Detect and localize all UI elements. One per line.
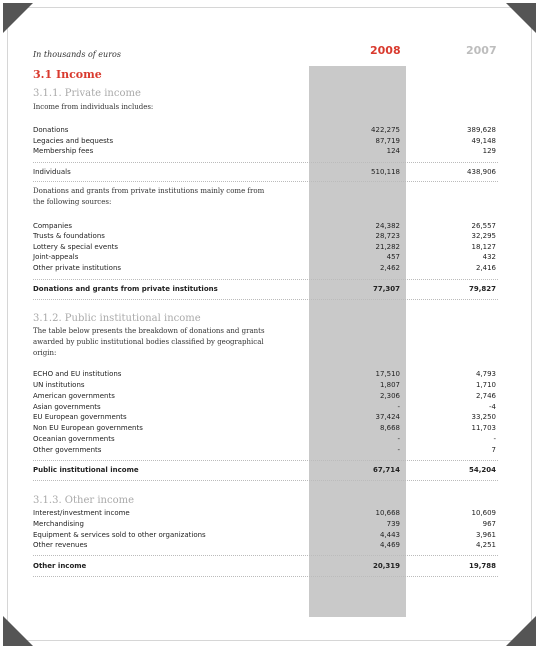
public-income-title: 3.1.2. Public institutional income bbox=[33, 313, 201, 324]
table-cell-2007: 1,710 bbox=[475, 381, 496, 389]
table-row-label: Interest/investment income bbox=[33, 509, 130, 517]
table-row-label: Other governments bbox=[33, 446, 102, 454]
total-2007: 19,788 bbox=[468, 562, 496, 570]
table-cell-2008: 87,719 bbox=[375, 137, 400, 145]
row-divider bbox=[33, 299, 498, 300]
year-2008-header: 2008 bbox=[370, 44, 401, 57]
subtotal-2008: 510,118 bbox=[371, 168, 400, 176]
table-row-label: Equipment & services sold to other organizations bbox=[33, 531, 206, 539]
table-cell-2007: 2,746 bbox=[475, 392, 496, 400]
table-row-label: American governments bbox=[33, 392, 115, 400]
table-cell-2007: 18,127 bbox=[471, 243, 496, 251]
corner-mount-top-left bbox=[3, 3, 33, 33]
table-cell-2008: 2,306 bbox=[379, 392, 400, 400]
table-cell-2008: 4,443 bbox=[379, 531, 400, 539]
table-row-label: Other revenues bbox=[33, 541, 88, 549]
private-income-title: 3.1.1. Private income bbox=[33, 88, 141, 99]
table-row-label: Non EU European governments bbox=[33, 424, 143, 432]
table-cell-2008: 17,510 bbox=[375, 370, 400, 378]
table-row-label: Oceanian governments bbox=[33, 435, 115, 443]
table-cell-2007: 967 bbox=[482, 520, 496, 528]
subtotal-label: Individuals bbox=[33, 168, 71, 176]
private-income-intro: Income from individuals includes: bbox=[33, 103, 154, 111]
table-cell-2007: 11,703 bbox=[471, 424, 496, 432]
table-cell-2007: - bbox=[493, 435, 496, 443]
table-cell-2007: 129 bbox=[482, 147, 496, 155]
table-cell-2008: 4,469 bbox=[379, 541, 400, 549]
table-row-label: Other private institutions bbox=[33, 264, 122, 272]
corner-mount-top-right bbox=[506, 3, 536, 33]
corner-mount-bottom-left bbox=[3, 616, 33, 646]
table-row-label: Donations bbox=[33, 126, 69, 134]
corner-mount-bottom-right bbox=[506, 616, 536, 646]
table-cell-2008: 422,275 bbox=[371, 126, 400, 134]
public-income-intro: The table below presents the breakdown of donations and grants awarded by public institutional bodies classified by geographical origin: bbox=[33, 327, 265, 357]
table-cell-2007: 2,416 bbox=[475, 264, 496, 272]
row-divider bbox=[33, 480, 498, 481]
table-cell-2008: - bbox=[397, 446, 400, 454]
table-row-label: Membership fees bbox=[33, 147, 94, 155]
table-cell-2007: 389,628 bbox=[467, 126, 496, 134]
table-cell-2007: 10,609 bbox=[471, 509, 496, 517]
table-cell-2007: 49,148 bbox=[471, 137, 496, 145]
table-row-label: Lottery & special events bbox=[33, 243, 119, 251]
table-cell-2007: 26,557 bbox=[471, 222, 496, 230]
table-cell-2007: 7 bbox=[491, 446, 496, 454]
table-cell-2008: 457 bbox=[386, 253, 400, 261]
table-cell-2008: 21,282 bbox=[375, 243, 400, 251]
table-cell-2008: 10,668 bbox=[375, 509, 400, 517]
table-cell-2008: 124 bbox=[386, 147, 400, 155]
table-row-label: Companies bbox=[33, 222, 73, 230]
total-2008: 67,714 bbox=[372, 466, 400, 474]
table-cell-2007: 432 bbox=[482, 253, 496, 261]
table-cell-2007: 3,961 bbox=[475, 531, 496, 539]
row-divider bbox=[33, 181, 498, 182]
total-2007: 54,204 bbox=[468, 466, 496, 474]
table-row-label: Asian governments bbox=[33, 403, 101, 411]
table-cell-2008: 2,462 bbox=[379, 264, 400, 272]
table-cell-2007: 4,251 bbox=[475, 541, 496, 549]
total-label: Other income bbox=[33, 562, 87, 570]
table-cell-2007: -4 bbox=[489, 403, 496, 411]
table-row-label: Merchandising bbox=[33, 520, 84, 528]
table-row-label: EU European governments bbox=[33, 413, 127, 421]
table-cell-2008: 28,723 bbox=[375, 232, 400, 240]
table-row-label: Trusts & foundations bbox=[33, 232, 105, 240]
total-2008: 77,307 bbox=[372, 285, 400, 293]
table-cell-2008: 739 bbox=[386, 520, 400, 528]
table-cell-2008: 24,382 bbox=[375, 222, 400, 230]
table-cell-2007: 33,250 bbox=[471, 413, 496, 421]
total-label: Public institutional income bbox=[33, 466, 139, 474]
table-cell-2008: 8,668 bbox=[379, 424, 400, 432]
table-cell-2008: - bbox=[397, 435, 400, 443]
row-divider bbox=[33, 460, 498, 461]
table-row-label: Joint-appeals bbox=[33, 253, 79, 261]
table-row-label: Legacies and bequests bbox=[33, 137, 114, 145]
row-divider bbox=[33, 162, 498, 163]
year-2007-header: 2007 bbox=[466, 44, 497, 57]
subtotal-2007: 438,906 bbox=[467, 168, 496, 176]
table-cell-2007: 32,295 bbox=[471, 232, 496, 240]
total-2007: 79,827 bbox=[468, 285, 496, 293]
total-label: Donations and grants from private institutions bbox=[33, 285, 218, 293]
institutions-intro: Donations and grants from private institutions mainly come from the following sources: bbox=[33, 187, 265, 206]
other-income-title: 3.1.3. Other income bbox=[33, 495, 134, 506]
total-2008: 20,319 bbox=[372, 562, 400, 570]
table-cell-2008: 37,424 bbox=[375, 413, 400, 421]
table-row-label: ECHO and EU institutions bbox=[33, 370, 122, 378]
row-divider bbox=[33, 279, 498, 280]
table-cell-2008: - bbox=[397, 403, 400, 411]
table-cell-2007: 4,793 bbox=[475, 370, 496, 378]
table-row-label: UN institutions bbox=[33, 381, 85, 389]
table-cell-2008: 1,807 bbox=[379, 381, 400, 389]
row-divider bbox=[33, 576, 498, 577]
unit-label: In thousands of euros bbox=[33, 50, 121, 59]
row-divider bbox=[33, 555, 498, 556]
section-title: 3.1 Income bbox=[33, 68, 102, 81]
